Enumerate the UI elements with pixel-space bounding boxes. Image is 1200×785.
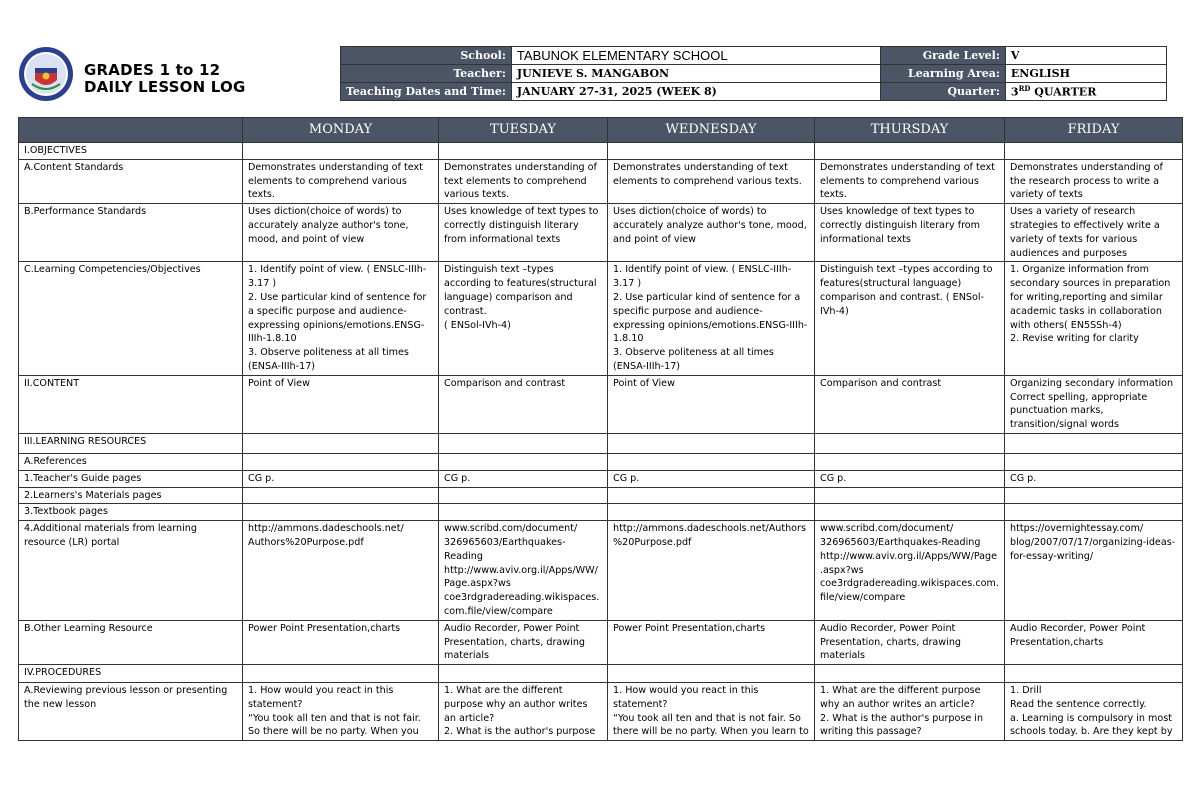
row-label: 3.Textbook pages (19, 504, 243, 521)
quarter-word: QUARTER (1030, 85, 1097, 99)
cell-wednesday: 1. How would you react in this statement? “You took all ten and that is not fair. So there will be no party. When you learn to (608, 683, 815, 741)
cell-wednesday: Power Point Presentation,charts (608, 620, 815, 664)
cell-monday (243, 433, 439, 453)
row-label: II.CONTENT (19, 375, 243, 433)
lesson-log-body (19, 143, 1183, 741)
cell-tuesday: CG p. (439, 470, 608, 487)
cell-tuesday: Uses knowledge of text types to correctly distinguish literary from informational texts (439, 204, 608, 262)
table-row (19, 665, 1183, 683)
grade-level-value: V (1005, 47, 1166, 65)
cell-friday (1005, 504, 1183, 521)
row-label: A.Reviewing previous lesson or presenting the new lesson (19, 683, 243, 741)
row-label: C.Learning Competencies/Objectives (19, 262, 243, 375)
cell-friday: Audio Recorder, Power Point Presentation,charts (1005, 620, 1183, 664)
teacher-label: Teacher: (341, 65, 512, 83)
cell-monday: Demonstrates understanding of text elements to comprehend various texts. (243, 159, 439, 203)
row-label: B.Other Learning Resource (19, 620, 243, 664)
day-header-wednesday: WEDNESDAY (608, 118, 815, 143)
cell-monday (243, 453, 439, 470)
table-row (19, 262, 1183, 375)
cell-wednesday (608, 143, 815, 160)
cell-friday: 1. Drill Read the sentence correctly. a. Learning is compulsory in most schools today. b. Are they kept by (1005, 683, 1183, 741)
deped-seal-icon (18, 46, 74, 102)
cell-monday: CG p. (243, 470, 439, 487)
table-row (19, 375, 1183, 433)
learning-area-label: Learning Area: (880, 65, 1005, 83)
cell-friday: Demonstrates understanding of the research process to write a variety of texts (1005, 159, 1183, 203)
cell-friday: Uses a variety of research strategies to effectively write a variety of texts for various audiences and purposes (1005, 204, 1183, 262)
cell-wednesday: Demonstrates understanding of text elements to comprehend various texts. (608, 159, 815, 203)
cell-friday (1005, 487, 1183, 504)
cell-monday (243, 487, 439, 504)
table-row (19, 487, 1183, 504)
table-row (19, 433, 1183, 453)
cell-monday: 1. Identify point of view. ( ENSLC-IIIh-3.17 ) 2. Use particular kind of sentence for a specific purpose and audience-expressing opinions/emotions.ENSG-IIIh-1.8.10 3. Observe politeness at all times (ENSA-IIIh-17) (243, 262, 439, 375)
cell-wednesday: http://ammons.dadeschools.net/Authors %20Purpose.pdf (608, 521, 815, 621)
form-title (84, 62, 246, 96)
cell-friday: 1. Organize information from secondary sources in preparation for writing,reporting and similar academic tasks in collaboration with others( EN5SSh-4) 2. Revise writing for clarity (1005, 262, 1183, 375)
row-label: B.Performance Standards (19, 204, 243, 262)
table-row (19, 620, 1183, 664)
school-info-table (340, 46, 1167, 101)
table-row (19, 143, 1183, 160)
day-header-monday: MONDAY (243, 118, 439, 143)
cell-tuesday: Comparison and contrast (439, 375, 608, 433)
day-header-friday: FRIDAY (1005, 118, 1183, 143)
cell-thursday: Distinguish text –types according to features(structural language) comparison and contrast. ( ENSol-IVh-4) (815, 262, 1005, 375)
cell-friday: CG p. (1005, 470, 1183, 487)
cell-tuesday (439, 433, 608, 453)
cell-tuesday: Distinguish text –types according to features(structural language) comparison and contrast. ( ENSol-IVh-4) (439, 262, 608, 375)
cell-tuesday: www.scribd.com/document/ 326965603/Earthquakes-Reading http://www.aviv.org.il/Apps/WW/Page.aspx?ws coe3rdgradereading.wikispaces. com.file/view/compare (439, 521, 608, 621)
quarter-suffix: RD (1018, 84, 1031, 94)
cell-friday (1005, 433, 1183, 453)
cell-thursday (815, 665, 1005, 683)
table-row (19, 159, 1183, 203)
school-label: School: (341, 47, 512, 65)
title-line-1: GRADES 1 to 12 (84, 61, 221, 79)
table-row (19, 204, 1183, 262)
row-label: III.LEARNING RESOURCES (19, 433, 243, 453)
quarter-value (1005, 83, 1166, 101)
title-line-2: DAILY LESSON LOG (84, 78, 246, 96)
cell-monday: 1. How would you react in this statement? “You took all ten and that is not fair. So there will be no party. When you (243, 683, 439, 741)
cell-monday: Uses diction(choice of words) to accurately analyze author's tone, mood, and point of view (243, 204, 439, 262)
cell-thursday (815, 433, 1005, 453)
table-row (19, 453, 1183, 470)
cell-wednesday: Uses diction(choice of words) to accurately analyze author's tone, mood, and point of view (608, 204, 815, 262)
row-label: A.References (19, 453, 243, 470)
school-value: TABUNOK ELEMENTARY SCHOOL (511, 47, 880, 65)
cell-tuesday (439, 487, 608, 504)
cell-monday: Power Point Presentation,charts (243, 620, 439, 664)
cell-wednesday: CG p. (608, 470, 815, 487)
quarter-label: Quarter: (880, 83, 1005, 101)
cell-wednesday (608, 453, 815, 470)
day-header-row (19, 118, 1183, 143)
cell-friday: Organizing secondary information Correct spelling, appropriate punctuation marks, transition/signal words (1005, 375, 1183, 433)
cell-thursday: Comparison and contrast (815, 375, 1005, 433)
grade-level-label: Grade Level: (880, 47, 1005, 65)
cell-thursday: Audio Recorder, Power Point Presentation, charts, drawing materials (815, 620, 1005, 664)
cell-thursday (815, 504, 1005, 521)
cell-monday: Point of View (243, 375, 439, 433)
cell-thursday: 1. What are the different purpose why an author writes an article? 2. What is the author's purpose in writing this passage? (815, 683, 1005, 741)
learning-area-value: ENGLISH (1005, 65, 1166, 83)
row-label: 4.Additional materials from learning resource (LR) portal (19, 521, 243, 621)
cell-monday (243, 665, 439, 683)
cell-tuesday: Audio Recorder, Power Point Presentation, charts, drawing materials (439, 620, 608, 664)
teacher-value: JUNIEVE S. MANGABON (511, 65, 880, 83)
cell-tuesday: 1. What are the different purpose why an author writes an article? 2. What is the author's purpose (439, 683, 608, 741)
cell-thursday: CG p. (815, 470, 1005, 487)
corner-header-cell (19, 118, 243, 143)
cell-wednesday: 1. Identify point of view. ( ENSLC-IIIh-3.17 ) 2. Use particular kind of sentence for a specific purpose and audience-expressing opinions/emotions.ENSG-IIIh-1.8.10 3. Observe politeness at all times (ENSA-IIIh-17) (608, 262, 815, 375)
cell-tuesday (439, 665, 608, 683)
teaching-dates-label: Teaching Dates and Time: (341, 83, 512, 101)
row-label: IV.PROCEDURES (19, 665, 243, 683)
table-row (19, 521, 1183, 621)
table-row (19, 504, 1183, 521)
cell-wednesday: Point of View (608, 375, 815, 433)
cell-tuesday (439, 504, 608, 521)
cell-thursday: Uses knowledge of text types to correctly distinguish literary from informational texts (815, 204, 1005, 262)
day-header-tuesday: TUESDAY (439, 118, 608, 143)
cell-tuesday (439, 143, 608, 160)
table-row (19, 683, 1183, 741)
cell-thursday: Demonstrates understanding of text elements to comprehend various texts. (815, 159, 1005, 203)
cell-monday (243, 143, 439, 160)
cell-friday (1005, 453, 1183, 470)
cell-monday: http://ammons.dadeschools.net/ Authors%20Purpose.pdf (243, 521, 439, 621)
quarter-number: 3 (1010, 85, 1019, 99)
lesson-log-table (18, 117, 1183, 741)
cell-friday (1005, 665, 1183, 683)
cell-friday: https://overnightessay.com/ blog/2007/07/17/organizing-ideas-for-essay-writing/ (1005, 521, 1183, 621)
day-header-thursday: THURSDAY (815, 118, 1005, 143)
cell-wednesday (608, 504, 815, 521)
cell-friday (1005, 143, 1183, 160)
teaching-dates-value: JANUARY 27-31, 2025 (WEEK 8) (511, 83, 880, 101)
cell-wednesday (608, 665, 815, 683)
table-row (19, 470, 1183, 487)
cell-thursday (815, 487, 1005, 504)
cell-thursday: www.scribd.com/document/ 326965603/Earthquakes-Reading http://www.aviv.org.il/Apps/WW/Page.aspx?ws coe3rdgradereading.wikispaces.com. file/view/compare (815, 521, 1005, 621)
row-label: 2.Learners's Materials pages (19, 487, 243, 504)
row-label: I.OBJECTIVES (19, 143, 243, 160)
cell-tuesday (439, 453, 608, 470)
cell-monday (243, 504, 439, 521)
cell-wednesday (608, 433, 815, 453)
row-label: 1.Teacher's Guide pages (19, 470, 243, 487)
cell-thursday (815, 453, 1005, 470)
cell-tuesday: Demonstrates understanding of text elements to comprehend various texts. (439, 159, 608, 203)
cell-wednesday (608, 487, 815, 504)
row-label: A.Content Standards (19, 159, 243, 203)
cell-thursday (815, 143, 1005, 160)
